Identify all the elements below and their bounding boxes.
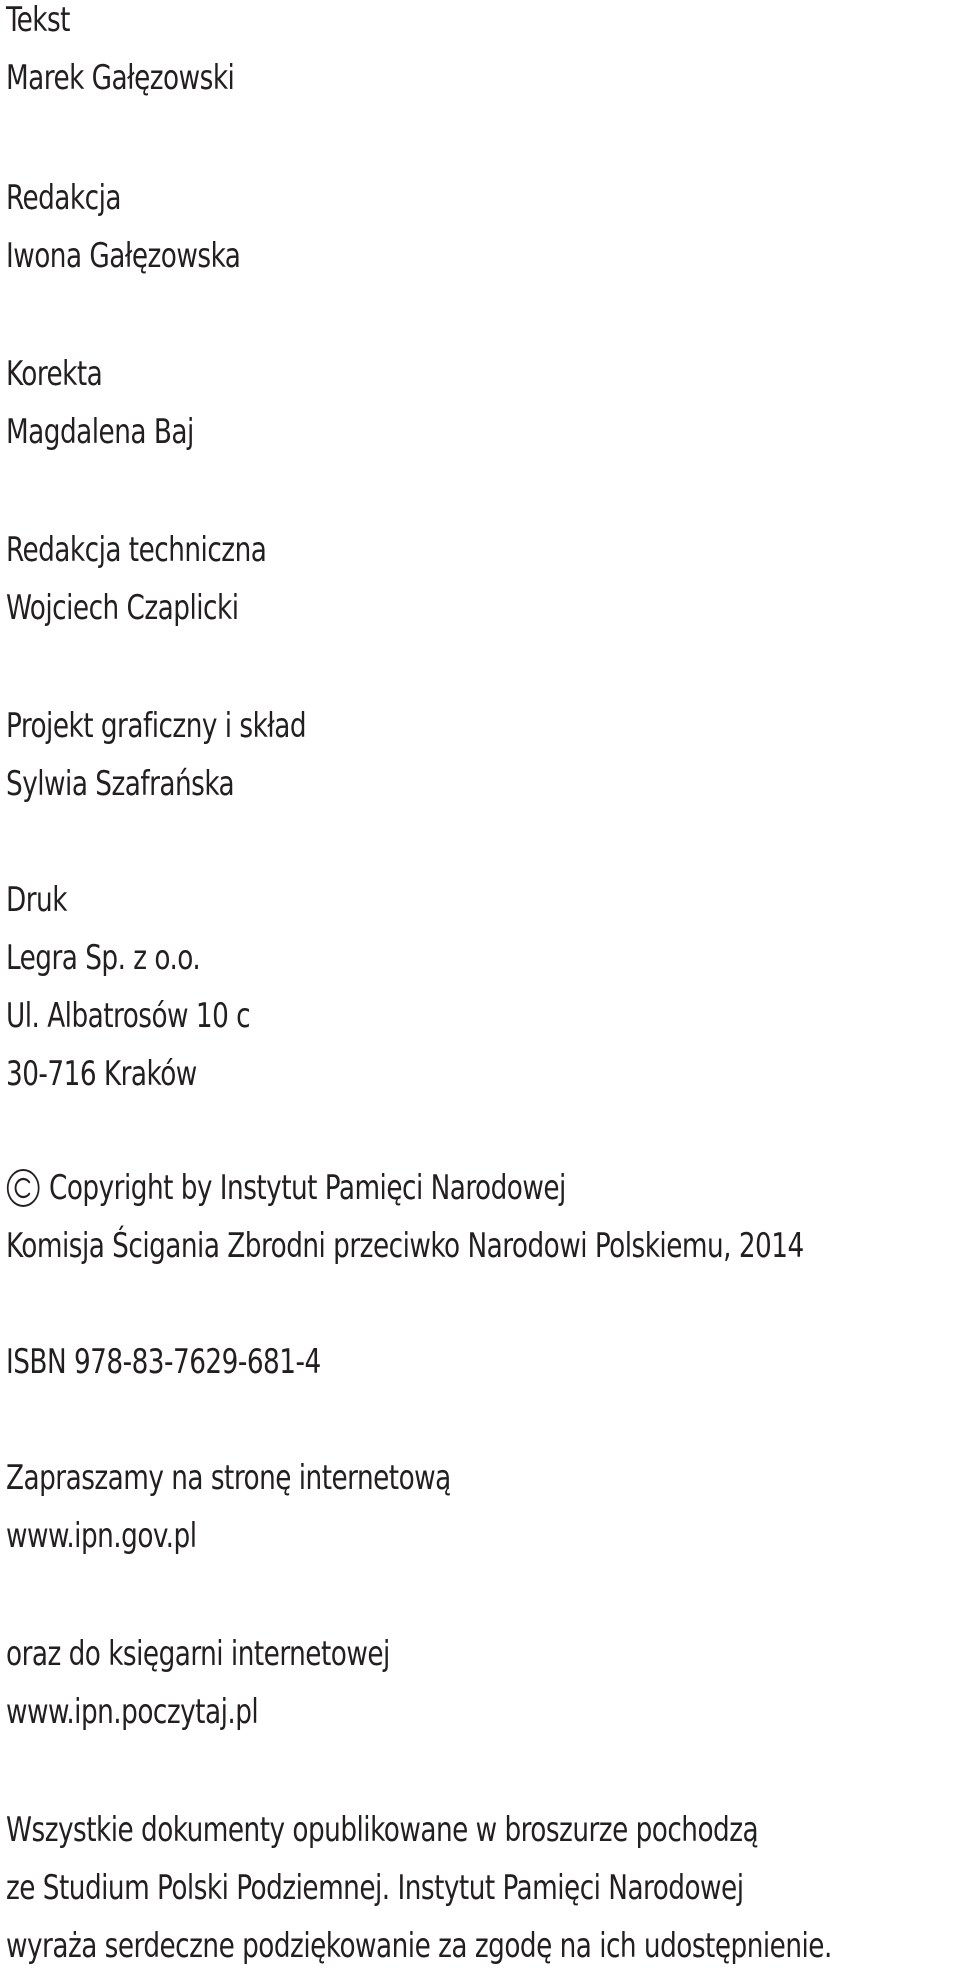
copyright-icon xyxy=(6,1168,40,1208)
proofreading-credit-name: Magdalena Baj xyxy=(6,412,194,452)
design-credit-label: Projekt graficzny i skład xyxy=(6,706,307,746)
tech-editing-credit-name: Wojciech Czaplicki xyxy=(6,588,239,628)
editing-credit-name: Iwona Gałęzowska xyxy=(6,236,241,276)
copyright-text: Copyright by Instytut Pamięci Narodowej xyxy=(49,1168,566,1208)
design-credit-name: Sylwia Szafrańska xyxy=(6,764,235,804)
isbn-number: ISBN 978-83-7629-681-4 xyxy=(6,1342,321,1382)
copyright-line xyxy=(6,1168,566,1208)
proofreading-credit-label: Korekta xyxy=(6,354,103,394)
website-invite: Zapraszamy na stronę internetową xyxy=(6,1458,451,1498)
tech-editing-credit-label: Redakcja techniczna xyxy=(6,530,267,570)
text-credit-label: Tekst xyxy=(6,0,70,40)
editing-credit-label: Redakcja xyxy=(6,178,121,218)
acknowledgement-line-1: Wszystkie dokumenty opublikowane w broszurze pochodzą xyxy=(6,1810,759,1850)
copyright-holder: Komisja Ścigania Zbrodni przeciwko Narodowi Polskiemu, 2014 xyxy=(6,1226,804,1266)
website-url: www.ipn.gov.pl xyxy=(6,1516,197,1556)
printing-label: Druk xyxy=(6,880,67,920)
text-credit-name: Marek Gałęzowski xyxy=(6,58,235,98)
printing-street: Ul. Albatrosów 10 c xyxy=(6,996,251,1036)
printing-company: Legra Sp. z o.o. xyxy=(6,938,201,978)
acknowledgement-line-3: wyraża serdeczne podziękowanie za zgodę na ich udostępnienie. xyxy=(6,1926,832,1966)
acknowledgement-line-2: ze Studium Polski Podziemnej. Instytut Pamięci Narodowej xyxy=(6,1868,744,1908)
printing-city: 30-716 Kraków xyxy=(6,1054,197,1094)
bookstore-invite: oraz do księgarni internetowej xyxy=(6,1634,390,1674)
bookstore-url: www.ipn.poczytaj.pl xyxy=(6,1692,259,1732)
